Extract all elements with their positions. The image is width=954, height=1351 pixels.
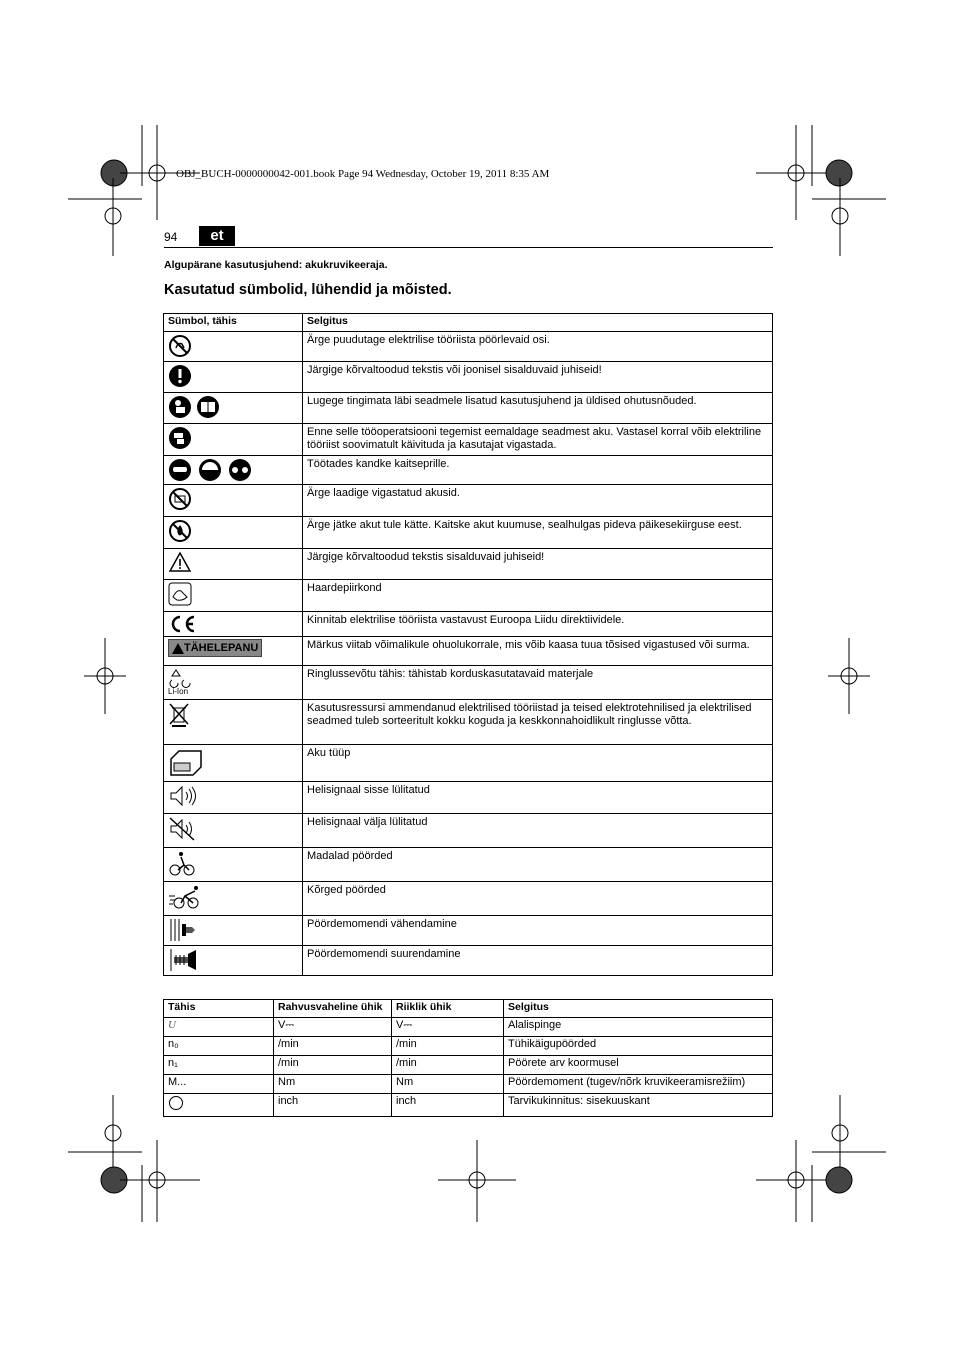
unit-national: inch (392, 1094, 504, 1117)
column-header: Selgitus (504, 1000, 773, 1018)
table-row (164, 916, 773, 946)
unit-international: /min (274, 1056, 392, 1075)
header-rule (164, 247, 773, 248)
unit-international: inch (274, 1094, 392, 1117)
table-row (164, 580, 773, 612)
warning-triangle-icon (168, 551, 192, 573)
table-header-row (164, 1000, 773, 1018)
no-charge-damaged-icon (168, 487, 192, 511)
cyclist-fast-icon (168, 884, 202, 910)
table-row (164, 1056, 773, 1075)
row-description: Kasutusressursi ammendanud elektrilised tööriistad ja teised elektrotehnilised ja elektrilised seadmed tuleb sorteeritult kokku koguda ja keskkonnahoidlikult ringlusse võtta. (303, 700, 773, 745)
table-row (164, 1094, 773, 1117)
table-row (164, 814, 773, 848)
column-header: Tähis (164, 1000, 274, 1018)
torque-increase-icon (168, 948, 198, 972)
table-row (164, 637, 773, 666)
row-description: Ärge jätke akut tule kätte. Kaitske akut kuumuse, sealhulgas pideva päikesekiirguse eest. (303, 517, 773, 549)
table-row (164, 362, 773, 393)
exclamation-icon (168, 364, 192, 388)
table-header-row (164, 314, 773, 332)
table-row (164, 612, 773, 637)
table-row (164, 1075, 773, 1094)
recycling-label: Li-Ion (168, 687, 189, 696)
row-description: Madalad pöörded (303, 848, 773, 882)
unit-symbol: M... (164, 1075, 274, 1094)
table-row (164, 946, 773, 976)
units-table (163, 999, 773, 1117)
unit-description: Pöördemoment (tugev/nõrk kruvikeeramisrežiim) (504, 1075, 773, 1094)
language-badge: et (199, 226, 235, 246)
row-description: Kinnitab elektrilise tööriista vastavust Euroopa Liidu direktiividele. (303, 612, 773, 637)
column-header: Riiklik ühik (392, 1000, 504, 1018)
cyclist-slow-icon (168, 850, 196, 876)
table-row (164, 456, 773, 485)
no-touch-rotating-icon (168, 334, 192, 358)
warning-triangle-icon (172, 643, 184, 654)
row-description: Märkus viitab võimalikule ohuolukorrale, mis võib kaasa tuua tõsised vigastused või surma. (303, 637, 773, 666)
unit-international: V⎓ (274, 1018, 392, 1037)
row-description: Töötades kandke kaitseprille. (303, 456, 773, 485)
table-row (164, 745, 773, 782)
warning-label (168, 639, 262, 657)
table-row (164, 549, 773, 580)
table-row (164, 485, 773, 517)
unit-international: Nm (274, 1075, 392, 1094)
row-description: Ringlussevõtu tähis: tähistab korduskasutatavaid materjale (303, 666, 773, 700)
unit-international: /min (274, 1037, 392, 1056)
unit-description: Tarvikukinnitus: sisekuuskant (504, 1094, 773, 1117)
row-description: Enne selle tööoperatsiooni tegemist eemaldage seadmest aku. Vastasel korral võib elektriline tööriist soovimatult käivituda ja kasutajat vigastada. (303, 424, 773, 456)
speaker-on-icon (168, 784, 198, 808)
unit-symbol: n₁ (164, 1056, 274, 1075)
battery-pack-icon (168, 747, 204, 777)
table-row (164, 700, 773, 745)
file-header: OBJ_BUCH-0000000042-001.book Page 94 Wednesday, October 19, 2011 8:35 AM (176, 168, 550, 180)
page-number: 94 (164, 230, 178, 244)
column-header: Selgitus (303, 314, 773, 332)
unit-national: /min (392, 1056, 504, 1075)
table-row (164, 424, 773, 456)
manual-subtitle: Algupärane kasutusjuhend: akukruvikeeraja. (164, 259, 388, 271)
protective-equipment-icon (168, 458, 252, 482)
row-description: Pöördemomendi vähendamine (303, 916, 773, 946)
hex-socket-icon (168, 1095, 184, 1111)
row-description: Järgige kõrvaltoodud tekstis sisalduvaid juhiseid! (303, 549, 773, 580)
row-description: Järgige kõrvaltoodud tekstis või joonisel sisalduvaid juhiseid! (303, 362, 773, 393)
remove-battery-icon (168, 426, 192, 450)
warning-label-text: TÄHELEPANU (184, 642, 259, 654)
unit-description: Alalispinge (504, 1018, 773, 1037)
row-description: Helisignaal sisse lülitatud (303, 782, 773, 814)
recycling-icon (168, 668, 194, 688)
column-header: Sümbol, tähis (164, 314, 303, 332)
row-description: Aku tüüp (303, 745, 773, 782)
table-row (164, 1037, 773, 1056)
table-row (164, 882, 773, 916)
row-description: Helisignaal välja lülitatud (303, 814, 773, 848)
row-description: Haardepiirkond (303, 580, 773, 612)
read-manual-icon (168, 395, 220, 419)
row-description: Kõrged pöörded (303, 882, 773, 916)
unit-national: Nm (392, 1075, 504, 1094)
speaker-off-icon (168, 816, 198, 842)
no-fire-icon (168, 519, 192, 543)
table-row (164, 782, 773, 814)
unit-symbol: U (164, 1018, 274, 1037)
ce-mark-icon (168, 614, 198, 634)
unit-symbol: n₀ (164, 1037, 274, 1056)
unit-national: /min (392, 1037, 504, 1056)
crossed-bin-icon (168, 702, 190, 728)
table-row (164, 848, 773, 882)
row-description: Pöördemomendi suurendamine (303, 946, 773, 976)
unit-description: Pöörete arv koormusel (504, 1056, 773, 1075)
row-description: Ärge laadige vigastatud akusid. (303, 485, 773, 517)
unit-national: V⎓ (392, 1018, 504, 1037)
table-row (164, 393, 773, 424)
table-row (164, 666, 773, 700)
table-row (164, 517, 773, 549)
table-row (164, 332, 773, 362)
table-row (164, 1018, 773, 1037)
grip-area-icon (168, 582, 192, 606)
torque-decrease-icon (168, 918, 196, 942)
column-header: Rahvusvaheline ühik (274, 1000, 392, 1018)
row-description: Lugege tingimata läbi seadmele lisatud kasutusjuhend ja üldised ohutusnõuded. (303, 393, 773, 424)
symbols-table (163, 313, 773, 976)
row-description: Ärge puudutage elektrilise tööriista pöörlevaid osi. (303, 332, 773, 362)
section-title: Kasutatud sümbolid, lühendid ja mõisted. (164, 282, 452, 298)
unit-description: Tühikäigupöörded (504, 1037, 773, 1056)
